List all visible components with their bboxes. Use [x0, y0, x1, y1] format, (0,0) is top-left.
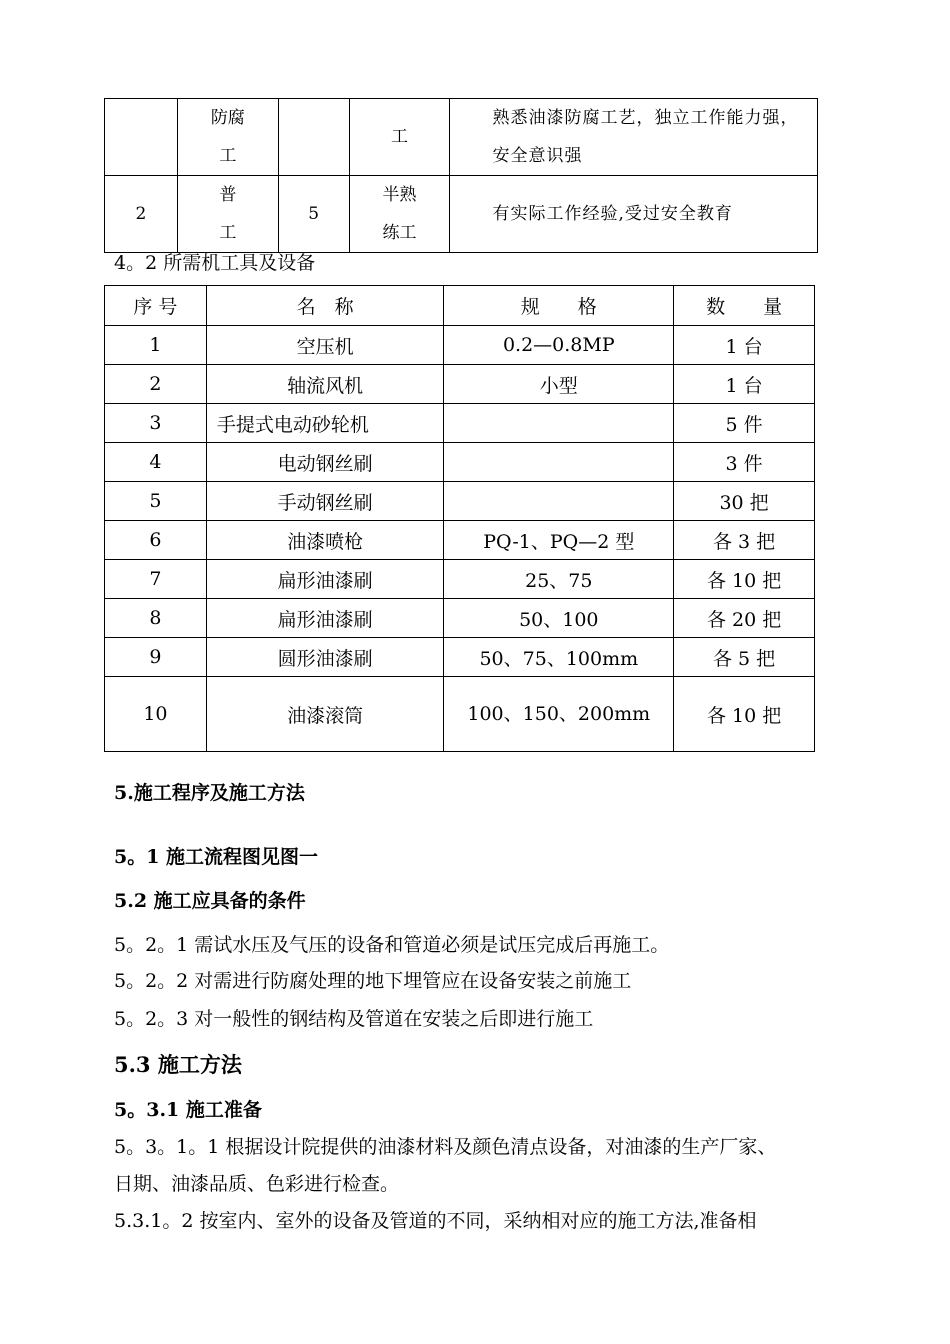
table-row [105, 176, 818, 253]
section-heading-4-2: 4。2 所需机工具及设备 [114, 252, 316, 274]
table-row [105, 599, 815, 638]
equipment-table [104, 285, 815, 752]
cell-qty: 各 5 把 [674, 638, 815, 677]
cell-qty: 各 10 把 [674, 560, 815, 599]
cell-spec: 0.2—0.8MP [444, 326, 674, 365]
staff-type-line1: 防腐 [210, 108, 245, 128]
table-row [105, 638, 815, 677]
cell-name: 手动钢丝刷 [206, 482, 444, 521]
section-heading-5-2: 5.2 施工应具备的条件 [114, 890, 306, 912]
cell-qty: 各 20 把 [674, 599, 815, 638]
section-heading-5-1: 5。1 施工流程图见图一 [114, 846, 319, 868]
cell-name: 空压机 [206, 326, 444, 365]
cell-spec [444, 404, 674, 443]
cell-name: 圆形油漆刷 [206, 638, 444, 677]
staff-requirement: 熟悉油漆防腐工艺，独立工作能力强，安全意识强 [450, 99, 818, 176]
table-row [105, 404, 815, 443]
cell-no: 6 [105, 521, 207, 560]
header-qty: 数 量 [674, 286, 815, 326]
cell-spec [444, 482, 674, 521]
cell-name: 手提式电动砂轮机 [206, 404, 444, 443]
cell-no: 10 [105, 677, 207, 752]
cell-no: 1 [105, 326, 207, 365]
section-heading-5-3-1: 5。3.1 施工准备 [114, 1099, 262, 1121]
cell-no: 2 [105, 365, 207, 404]
staff-table [104, 98, 818, 253]
header-no: 序 号 [105, 286, 207, 326]
cell-spec: 50、100 [444, 599, 674, 638]
cell-no: 5 [105, 482, 207, 521]
cell-spec: 小型 [444, 365, 674, 404]
cell-qty: 30 把 [674, 482, 815, 521]
paragraph-5-2-3: 5。2。3 对一般性的钢结构及管道在安装之后即进行施工 [114, 1008, 594, 1030]
paragraph-5-3-1-2: 5.3.1。2 按室内、室外的设备及管道的不同，采纳相对应的施工方法,准备相 [114, 1210, 757, 1232]
staff-count: 5 [278, 176, 349, 253]
table-header-row [105, 286, 815, 326]
staff-type [177, 99, 278, 176]
cell-name: 扁形油漆刷 [206, 599, 444, 638]
staff-type-line2: 工 [219, 223, 237, 243]
cell-no: 8 [105, 599, 207, 638]
staff-level [349, 176, 450, 253]
staff-requirement: 有实际工作经验,受过安全教育 [450, 176, 818, 253]
cell-spec: 50、75、100mm [444, 638, 674, 677]
table-row [105, 521, 815, 560]
cell-no: 9 [105, 638, 207, 677]
staff-level-line2: 工 [391, 127, 409, 147]
staff-type [177, 176, 278, 253]
staff-level [349, 99, 450, 176]
paragraph-5-3-1-1-line1: 5。3。1。1 根据设计院提供的油漆材料及颜色清点设备，对油漆的生产厂家、 [114, 1136, 777, 1158]
cell-qty: 各 3 把 [674, 521, 815, 560]
staff-level-line1: 半熟 [382, 185, 417, 205]
cell-spec [444, 443, 674, 482]
header-name: 名 称 [206, 286, 444, 326]
header-spec: 规 格 [444, 286, 674, 326]
staff-no [105, 99, 178, 176]
staff-level-line2: 练工 [382, 223, 417, 243]
table-row [105, 99, 818, 176]
table-row [105, 365, 815, 404]
staff-count [278, 99, 349, 176]
table-row [105, 482, 815, 521]
cell-qty: 1 台 [674, 365, 815, 404]
section-title-5: 5.施工程序及施工方法 [114, 782, 305, 804]
cell-name: 油漆滚筒 [206, 677, 444, 752]
cell-name: 油漆喷枪 [206, 521, 444, 560]
table-row [105, 560, 815, 599]
staff-no: 2 [105, 176, 178, 253]
table-row [105, 443, 815, 482]
cell-qty: 5 件 [674, 404, 815, 443]
cell-name: 电动钢丝刷 [206, 443, 444, 482]
cell-no: 3 [105, 404, 207, 443]
cell-qty: 各 10 把 [674, 677, 815, 752]
staff-type-line1: 普 [219, 185, 237, 205]
cell-qty: 3 件 [674, 443, 815, 482]
paragraph-5-2-2: 5。2。2 对需进行防腐处理的地下埋管应在设备安装之前施工 [114, 970, 632, 992]
cell-qty: 1 台 [674, 326, 815, 365]
staff-type-line2: 工 [219, 146, 237, 166]
paragraph-5-2-1: 5。2。1 需试水压及气压的设备和管道必须是试压完成后再施工。 [114, 934, 670, 956]
cell-name: 扁形油漆刷 [206, 560, 444, 599]
table-row [105, 677, 815, 752]
cell-spec: PQ-1、PQ—2 型 [444, 521, 674, 560]
cell-name: 轴流风机 [206, 365, 444, 404]
cell-spec: 100、150、200mm [444, 677, 674, 752]
cell-no: 4 [105, 443, 207, 482]
cell-no: 7 [105, 560, 207, 599]
cell-spec: 25、75 [444, 560, 674, 599]
section-heading-5-3: 5.3 施工方法 [114, 1052, 242, 1077]
paragraph-5-3-1-1-line2: 日期、油漆品质、色彩进行检查。 [114, 1173, 400, 1195]
table-row [105, 326, 815, 365]
